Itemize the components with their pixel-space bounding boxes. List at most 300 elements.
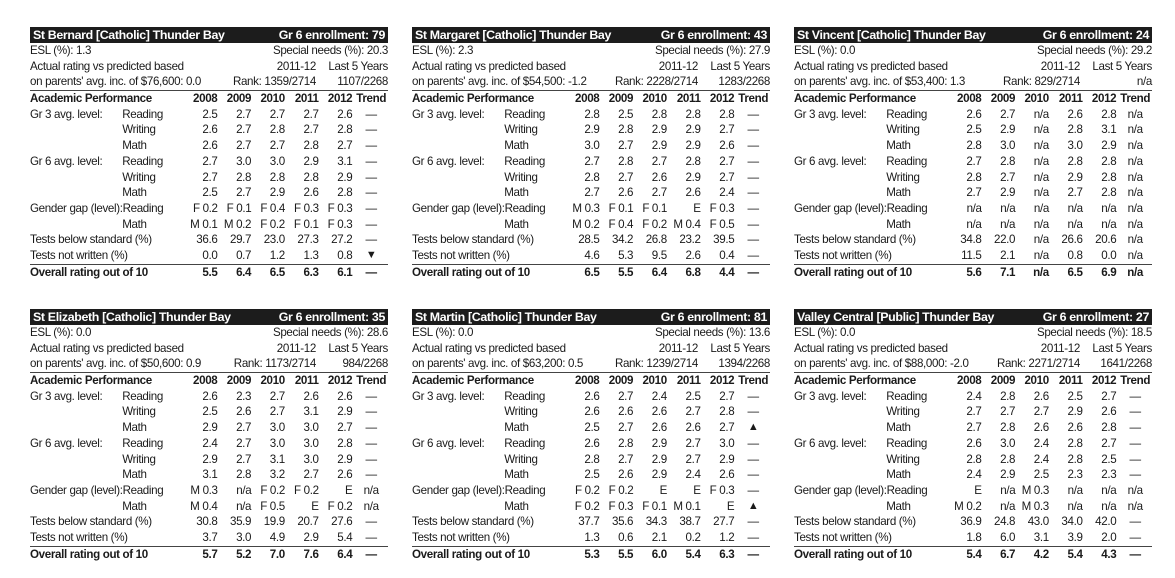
special-needs-value: Special needs (%): 28.6 bbox=[272, 326, 388, 339]
row-value: n/a bbox=[1067, 201, 1083, 215]
row-value: 3.0 bbox=[1000, 139, 1016, 153]
trend-header: Trend bbox=[1120, 374, 1151, 388]
row-value: 2.8 bbox=[618, 154, 634, 168]
last-5-years-label: Last 5 Years bbox=[328, 59, 388, 73]
row-value: 3.0 bbox=[269, 154, 285, 168]
row-value: 0.4 bbox=[719, 248, 735, 262]
row-label: Gender gap (level): bbox=[794, 483, 887, 497]
row-value: 2.6 bbox=[719, 139, 735, 153]
row-value: 1.2 bbox=[719, 530, 735, 544]
rank-current: Rank: 829/2714 bbox=[1003, 75, 1080, 89]
row-value: 2.6 bbox=[337, 107, 353, 121]
last-5-years-label: Last 5 Years bbox=[1092, 341, 1152, 355]
row-label bbox=[794, 420, 886, 436]
performance-row bbox=[412, 467, 770, 483]
row-label bbox=[30, 467, 122, 483]
row-subject: Math bbox=[886, 499, 911, 513]
row-value: 2.7 bbox=[651, 154, 667, 168]
trend-value: — bbox=[747, 452, 759, 466]
year-header: 2012 bbox=[709, 374, 735, 388]
row-label bbox=[412, 185, 504, 201]
row-value: 2.6 bbox=[1033, 421, 1049, 435]
overall-value: 6.3 bbox=[303, 265, 319, 279]
row-value: 3.1 bbox=[202, 468, 218, 482]
row-value: 2.9 bbox=[269, 186, 285, 200]
row-value: M 0.3 bbox=[190, 483, 218, 497]
row-value: 2.6 bbox=[685, 421, 701, 435]
row-value: n/a bbox=[1067, 499, 1083, 513]
row-value: 2.6 bbox=[1067, 107, 1083, 121]
trend-value: — bbox=[365, 107, 377, 121]
row-value: n/a bbox=[1101, 499, 1117, 513]
row-value: 2.6 bbox=[618, 186, 634, 200]
row-label: Gender gap (level): bbox=[794, 201, 887, 215]
esl-value: ESL (%): 2.3 bbox=[412, 44, 474, 57]
performance-row bbox=[794, 170, 1152, 186]
overall-trend: n/a bbox=[1127, 265, 1143, 279]
overall-value: 5.3 bbox=[584, 547, 600, 561]
row-value: F 0.2 bbox=[294, 483, 319, 497]
row-value: n/a bbox=[1000, 201, 1016, 215]
trend-value: n/a bbox=[1127, 483, 1143, 497]
school-card bbox=[412, 309, 770, 562]
row-label: Gr 6 avg. level: bbox=[412, 436, 485, 450]
performance-row bbox=[30, 154, 388, 170]
actual-vs-predicted-label: Actual rating vs predicted based bbox=[30, 341, 184, 355]
trend-value: n/a bbox=[1127, 217, 1143, 231]
row-value: 19.9 bbox=[263, 515, 285, 529]
overall-value: 5.5 bbox=[618, 265, 634, 279]
row-subject: Reading bbox=[122, 389, 163, 403]
row-value: 2.7 bbox=[202, 154, 218, 168]
trend-value: n/a bbox=[1127, 123, 1143, 137]
year-header: 2011 bbox=[294, 92, 319, 106]
row-value: 3.0 bbox=[1067, 139, 1083, 153]
performance-header-row bbox=[30, 91, 388, 107]
year-header: 2008 bbox=[575, 92, 600, 106]
trend-value: — bbox=[747, 233, 759, 247]
performance-header-row bbox=[794, 373, 1152, 389]
trend-value: n/a bbox=[363, 499, 379, 513]
row-value: 2.6 bbox=[966, 107, 982, 121]
row-value: 2.7 bbox=[236, 107, 252, 121]
row-subject: Math bbox=[504, 421, 529, 435]
trend-value: — bbox=[747, 436, 759, 450]
row-value: 11.5 bbox=[961, 248, 982, 262]
parents-income: on parents' avg. inc. of $54,500: -1.2 bbox=[412, 75, 587, 89]
row-value: 2.6 bbox=[719, 468, 735, 482]
row-label bbox=[412, 420, 504, 436]
overall-value: 5.4 bbox=[1067, 547, 1083, 561]
row-label: Tests below standard (%) bbox=[30, 233, 152, 247]
school-header bbox=[794, 27, 1152, 43]
esl-value: ESL (%): 1.3 bbox=[30, 44, 92, 57]
row-value: 2.6 bbox=[1033, 389, 1049, 403]
row-value: 35.6 bbox=[611, 515, 634, 529]
row-value: 35.9 bbox=[229, 515, 252, 529]
school-header bbox=[30, 27, 388, 43]
row-value: E bbox=[344, 483, 353, 497]
performance-row bbox=[412, 436, 770, 452]
row-value: 2.8 bbox=[618, 123, 634, 137]
row-value: 2.8 bbox=[719, 107, 735, 121]
row-value: 2.7 bbox=[337, 139, 353, 153]
row-value: 36.9 bbox=[960, 515, 982, 529]
row-value: 2.7 bbox=[236, 436, 252, 450]
overall-rating-label: Overall rating out of 10 bbox=[30, 265, 148, 279]
row-value: 2.8 bbox=[1101, 154, 1117, 168]
row-value: 2.9 bbox=[1000, 123, 1016, 137]
row-value: F 0.2 bbox=[260, 217, 285, 231]
performance-row bbox=[794, 404, 1152, 420]
year-header: 2010 bbox=[260, 374, 285, 388]
row-value: 2.5 bbox=[584, 468, 600, 482]
row-value: 3.1 bbox=[269, 452, 285, 466]
row-value: 2.7 bbox=[1000, 170, 1016, 184]
row-value: 2.8 bbox=[269, 123, 285, 137]
school-name: St Martin [Catholic] Thunder Bay bbox=[415, 310, 597, 324]
rank-5-years: 1283/2268 bbox=[718, 75, 770, 89]
row-value: 20.7 bbox=[297, 515, 319, 529]
actual-vs-predicted-label: Actual rating vs predicted based bbox=[794, 59, 948, 73]
row-value: 27.7 bbox=[713, 515, 735, 529]
performance-row bbox=[30, 467, 388, 483]
row-subject: Reading bbox=[886, 107, 927, 121]
row-value: 2.7 bbox=[269, 107, 285, 121]
row-subject: Reading bbox=[504, 154, 545, 168]
row-value: F 0.5 bbox=[709, 217, 735, 231]
row-label bbox=[794, 122, 886, 138]
overall-value: 6.7 bbox=[1000, 547, 1016, 561]
overall-value: 4.4 bbox=[719, 265, 735, 279]
trend-value: — bbox=[365, 530, 377, 544]
row-label bbox=[30, 185, 122, 201]
row-value: 29.7 bbox=[229, 233, 252, 247]
overall-value: n/a bbox=[1033, 265, 1049, 279]
overall-rating-label: Overall rating out of 10 bbox=[794, 547, 912, 561]
row-value: 2.4 bbox=[685, 468, 701, 482]
row-value: 2.6 bbox=[337, 468, 353, 482]
row-label: Tests not written (%) bbox=[30, 248, 128, 262]
row-label bbox=[412, 217, 504, 233]
school-card bbox=[30, 309, 388, 562]
row-value: M 0.3 bbox=[572, 201, 600, 215]
trend-value: n/a bbox=[1127, 233, 1143, 247]
row-label bbox=[412, 404, 504, 420]
performance-row bbox=[30, 436, 388, 452]
row-value: 3.0 bbox=[303, 421, 319, 435]
row-value: M 0.2 bbox=[223, 217, 252, 231]
trend-value: — bbox=[365, 436, 377, 450]
row-subject: Reading bbox=[886, 201, 928, 215]
row-value: 22.0 bbox=[993, 233, 1016, 247]
row-value: 30.8 bbox=[196, 515, 218, 529]
performance-row bbox=[30, 420, 388, 436]
row-value: F 0.4 bbox=[260, 201, 285, 215]
row-label bbox=[794, 404, 886, 420]
trend-value: — bbox=[747, 389, 759, 403]
trend-value: n/a bbox=[363, 483, 379, 497]
trend-value: — bbox=[365, 405, 377, 419]
row-label bbox=[30, 217, 122, 233]
enrollment: Gr 6 enrollment: 81 bbox=[660, 310, 767, 324]
year-header: 2009 bbox=[608, 92, 634, 106]
row-value: M 0.2 bbox=[954, 499, 982, 513]
row-value: n/a bbox=[1033, 139, 1049, 153]
row-value: 2.6 bbox=[584, 436, 600, 450]
row-value: n/a bbox=[1000, 217, 1016, 231]
trend-value: — bbox=[747, 186, 759, 200]
row-value: 2.7 bbox=[685, 452, 701, 466]
row-value: 2.7 bbox=[685, 436, 701, 450]
trend-value: — bbox=[1129, 452, 1141, 466]
row-value: n/a bbox=[236, 483, 252, 497]
row-value: E bbox=[659, 483, 667, 497]
performance-row bbox=[794, 436, 1152, 452]
actual-vs-predicted-label: Actual rating vs predicted based bbox=[794, 341, 948, 355]
performance-row bbox=[412, 122, 770, 138]
row-label: Gr 3 avg. level: bbox=[30, 389, 103, 403]
last-5-years-label: Last 5 Years bbox=[710, 59, 770, 73]
row-value: 2.8 bbox=[1101, 107, 1117, 121]
rank-5-years: n/a bbox=[1136, 75, 1152, 89]
row-value: 2.6 bbox=[966, 436, 982, 450]
row-value: 2.6 bbox=[651, 421, 667, 435]
trend-down-icon: ▼ bbox=[365, 248, 377, 261]
row-value: 0.7 bbox=[236, 248, 252, 262]
row-value: 2.8 bbox=[584, 452, 600, 466]
row-value: 2.7 bbox=[1000, 107, 1016, 121]
row-subject: Math bbox=[504, 186, 529, 200]
row-value: n/a bbox=[1101, 483, 1117, 497]
performance-row bbox=[412, 389, 770, 405]
row-value: 2.9 bbox=[1000, 468, 1016, 482]
year-header: 2012 bbox=[327, 92, 353, 106]
row-value: n/a bbox=[1067, 483, 1083, 497]
row-value: 2.8 bbox=[1000, 154, 1016, 168]
row-value: 2.7 bbox=[719, 389, 735, 403]
row-value: 3.0 bbox=[236, 154, 252, 168]
overall-rating-row bbox=[30, 546, 388, 563]
row-subject: Math bbox=[504, 499, 529, 513]
row-value: 2.7 bbox=[236, 421, 252, 435]
row-value: 2.7 bbox=[1101, 436, 1117, 450]
overall-rating-row bbox=[412, 264, 770, 281]
row-value: n/a bbox=[1101, 201, 1117, 215]
row-value: 3.0 bbox=[584, 139, 600, 153]
school-name: St Bernard [Catholic] Thunder Bay bbox=[33, 28, 225, 42]
row-label: Tests not written (%) bbox=[412, 248, 510, 262]
overall-value: 4.3 bbox=[1101, 547, 1117, 561]
row-value: 3.1 bbox=[303, 405, 319, 419]
performance-header-row bbox=[412, 373, 770, 389]
trend-value: — bbox=[1129, 421, 1141, 435]
row-label bbox=[794, 499, 886, 515]
row-value: 3.9 bbox=[1067, 530, 1083, 544]
overall-rating-label: Overall rating out of 10 bbox=[30, 547, 148, 561]
school-card bbox=[794, 309, 1152, 562]
row-subject: Writing bbox=[122, 170, 156, 184]
row-value: 2.7 bbox=[966, 154, 982, 168]
row-value: 2.7 bbox=[618, 389, 634, 403]
row-value: 2.9 bbox=[584, 123, 600, 137]
row-value: F 0.2 bbox=[574, 483, 600, 497]
row-value: 3.0 bbox=[303, 452, 319, 466]
rank-5-years: 1394/2268 bbox=[718, 357, 770, 371]
row-label bbox=[794, 217, 886, 233]
row-subject: Reading bbox=[122, 154, 163, 168]
year-header: 2011 bbox=[676, 92, 701, 106]
trend-value: — bbox=[747, 154, 759, 168]
year-header: 2008 bbox=[957, 92, 982, 106]
rank-current: Rank: 1359/2714 bbox=[232, 75, 316, 89]
year-header: 2012 bbox=[709, 92, 735, 106]
row-value: 2.7 bbox=[1101, 389, 1117, 403]
row-value: 2.7 bbox=[337, 421, 353, 435]
trend-value: — bbox=[1129, 405, 1141, 419]
row-value: 27.3 bbox=[297, 233, 319, 247]
row-value: n/a bbox=[1033, 233, 1049, 247]
school-name: St Elizabeth [Catholic] Thunder Bay bbox=[33, 310, 231, 324]
row-subject: Math bbox=[886, 468, 911, 482]
row-value: M 0.2 bbox=[572, 217, 600, 231]
trend-value: n/a bbox=[1127, 107, 1143, 121]
performance-row bbox=[794, 107, 1152, 123]
performance-row bbox=[412, 170, 770, 186]
year-header: 2009 bbox=[608, 374, 634, 388]
row-value: 2.9 bbox=[202, 452, 218, 466]
year-header: 2011 bbox=[1058, 92, 1083, 106]
row-value: 27.6 bbox=[331, 515, 353, 529]
year-header: 2010 bbox=[1024, 374, 1049, 388]
row-value: 2.9 bbox=[651, 452, 667, 466]
row-value: 2.6 bbox=[337, 389, 353, 403]
row-value: 4.9 bbox=[269, 530, 285, 544]
row-subject: Writing bbox=[504, 123, 538, 137]
row-value: 1.2 bbox=[269, 248, 285, 262]
overall-value: 5.2 bbox=[236, 547, 252, 561]
row-value: 2.5 bbox=[1067, 389, 1083, 403]
row-label bbox=[412, 122, 504, 138]
row-value: 2.1 bbox=[1000, 248, 1016, 262]
year-header: 2012 bbox=[327, 374, 353, 388]
year-header: 2011 bbox=[294, 374, 319, 388]
row-value: n/a bbox=[1033, 201, 1049, 215]
performance-row bbox=[30, 170, 388, 186]
row-value: 2.7 bbox=[618, 421, 634, 435]
performance-row bbox=[412, 185, 770, 201]
row-value: 3.7 bbox=[202, 530, 218, 544]
academic-performance-label: Academic Performance bbox=[30, 92, 152, 106]
overall-value: 5.5 bbox=[618, 547, 634, 561]
performance-header-row bbox=[794, 91, 1152, 107]
row-value: 2.9 bbox=[651, 139, 667, 153]
row-value: n/a bbox=[1000, 499, 1016, 513]
performance-row bbox=[412, 404, 770, 420]
overall-rating-label: Overall rating out of 10 bbox=[794, 265, 912, 279]
performance-row bbox=[794, 452, 1152, 468]
performance-header-row bbox=[30, 373, 388, 389]
row-value: F 0.2 bbox=[642, 217, 667, 231]
performance-row bbox=[30, 389, 388, 405]
row-value: 2.5 bbox=[202, 186, 218, 200]
row-value: 2.9 bbox=[337, 452, 353, 466]
performance-row bbox=[794, 514, 1152, 530]
row-value: 2.4 bbox=[651, 389, 667, 403]
row-value: 3.0 bbox=[303, 436, 319, 450]
parents-income: on parents' avg. inc. of $63,200: 0.5 bbox=[412, 357, 584, 371]
year-header: 2008 bbox=[957, 374, 982, 388]
row-value: 2.6 bbox=[202, 389, 218, 403]
performance-row bbox=[412, 232, 770, 248]
performance-row bbox=[794, 389, 1152, 405]
row-value: 2.6 bbox=[1067, 421, 1083, 435]
performance-row bbox=[794, 154, 1152, 170]
overall-value: 5.4 bbox=[685, 547, 701, 561]
row-value: M 0.3 bbox=[1021, 483, 1049, 497]
year-header: 2009 bbox=[990, 92, 1016, 106]
row-subject: Math bbox=[122, 217, 147, 231]
row-value: 2.5 bbox=[1033, 468, 1049, 482]
performance-row bbox=[30, 452, 388, 468]
row-value: 2.8 bbox=[236, 170, 252, 184]
row-value: M 0.3 bbox=[1021, 499, 1049, 513]
overall-rating-row bbox=[30, 264, 388, 281]
trend-value: — bbox=[1129, 436, 1141, 450]
row-value: 3.0 bbox=[719, 436, 735, 450]
performance-row bbox=[794, 530, 1152, 546]
trend-value: n/a bbox=[1127, 499, 1143, 513]
performance-row bbox=[412, 248, 770, 264]
trend-value: — bbox=[747, 515, 759, 529]
row-value: 2.7 bbox=[269, 139, 285, 153]
row-label: Gr 3 avg. level: bbox=[30, 107, 103, 121]
school-name: Valley Central [Public] Thunder Bay bbox=[797, 310, 995, 324]
school-card bbox=[412, 27, 770, 280]
row-value: 2.6 bbox=[584, 405, 600, 419]
row-label bbox=[30, 420, 122, 436]
year-header: 2008 bbox=[575, 374, 600, 388]
row-subject: Reading bbox=[886, 436, 927, 450]
row-value: 2.6 bbox=[303, 389, 319, 403]
performance-row bbox=[794, 420, 1152, 436]
row-value: 2.8 bbox=[337, 186, 353, 200]
row-value: 6.0 bbox=[1000, 530, 1016, 544]
row-value: 2.3 bbox=[1067, 468, 1083, 482]
row-value: 2.8 bbox=[966, 170, 982, 184]
row-value: 39.5 bbox=[713, 233, 735, 247]
performance-row bbox=[30, 217, 388, 233]
row-value: 3.1 bbox=[1101, 123, 1117, 137]
school-header bbox=[30, 309, 388, 325]
enrollment: Gr 6 enrollment: 79 bbox=[278, 28, 385, 42]
row-value: 2.9 bbox=[651, 123, 667, 137]
row-value: F 0.1 bbox=[608, 201, 634, 215]
trend-up-icon: ▲ bbox=[747, 421, 759, 434]
row-value: F 0.4 bbox=[608, 217, 634, 231]
trend-value: — bbox=[747, 483, 759, 497]
trend-header: Trend bbox=[738, 374, 769, 388]
overall-value: 6.5 bbox=[584, 265, 600, 279]
row-value: 2.7 bbox=[236, 123, 252, 137]
row-label: Tests not written (%) bbox=[794, 530, 892, 544]
year-range-label: 2011-12 bbox=[1040, 341, 1080, 355]
row-value: 2.8 bbox=[337, 436, 353, 450]
row-subject: Reading bbox=[122, 201, 164, 215]
row-subject: Writing bbox=[504, 170, 538, 184]
performance-row bbox=[794, 483, 1152, 499]
row-value: E bbox=[693, 201, 701, 215]
